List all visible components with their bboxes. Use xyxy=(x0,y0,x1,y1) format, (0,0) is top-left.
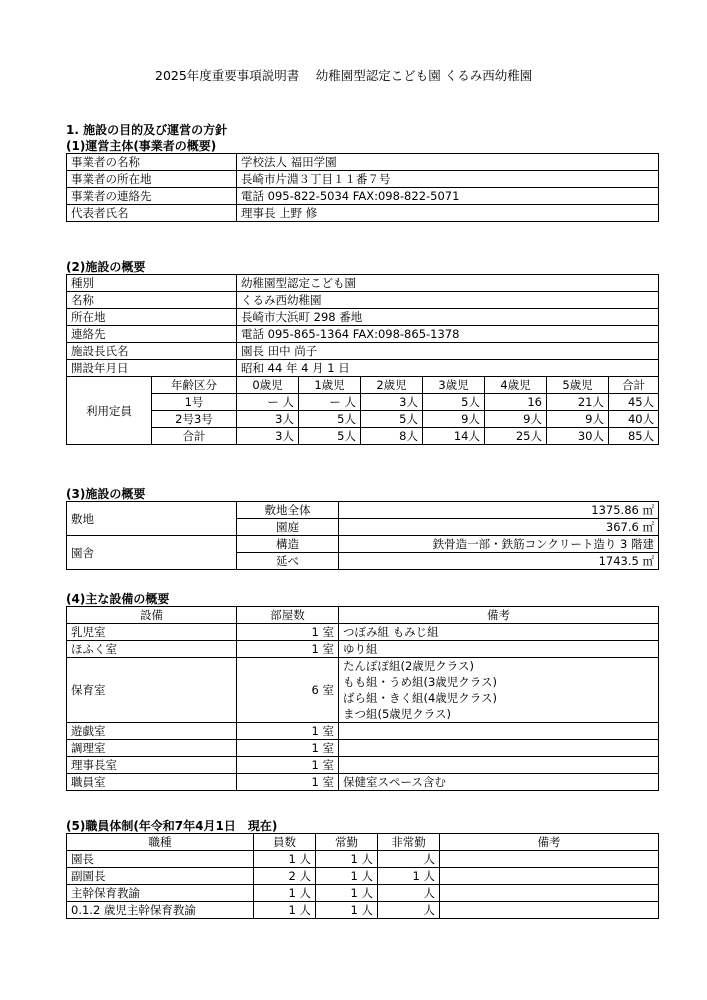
staff-table xyxy=(66,833,659,919)
section-4-subheading: (4)主な設備の概要 xyxy=(66,592,170,606)
capacity-cell: ー 人 xyxy=(237,394,299,411)
row-label: 事業者の名称 xyxy=(67,154,237,171)
capacity-cell: ー 人 xyxy=(299,394,361,411)
equipment-name: 調理室 xyxy=(67,740,237,757)
equipment-name: ほふく室 xyxy=(67,641,237,658)
staff-cell: 1 人 xyxy=(378,868,440,885)
capacity-cell: 3人 xyxy=(361,394,423,411)
section-1-subheading: (1)運営主体(事業者の概要) xyxy=(66,139,217,153)
capacity-cell: 40人 xyxy=(609,411,659,428)
capacity-cell: 9人 xyxy=(547,411,609,428)
equipment-name: 保育室 xyxy=(67,658,237,723)
row-label: 事業者の連絡先 xyxy=(67,188,237,205)
row-value: 理事長 上野 修 xyxy=(237,205,659,222)
capacity-cell: 21人 xyxy=(547,394,609,411)
capacity-header-cell: 3歳児 xyxy=(423,377,485,394)
capacity-cell: 85人 xyxy=(609,428,659,445)
note-line: 保健室スペース含む xyxy=(343,775,446,789)
facility-table xyxy=(66,274,659,445)
row-value: 電話 095-865-1364 FAX:098-865-1378 xyxy=(237,326,659,343)
row-value: 長崎市大浜町 298 番地 xyxy=(237,309,659,326)
operator-table xyxy=(66,153,659,222)
row-label: 種別 xyxy=(67,275,237,292)
building-label: 園舎 xyxy=(67,536,237,570)
table-row xyxy=(67,411,659,428)
equipment-notes xyxy=(339,624,659,641)
capacity-cell: 5人 xyxy=(361,411,423,428)
note-line: まつ組(5歳児クラス) xyxy=(343,707,451,721)
table-row xyxy=(67,536,659,553)
table-row xyxy=(67,658,659,723)
staff-cell: 副園長 xyxy=(67,868,254,885)
staff-cell: 1 人 xyxy=(316,851,378,868)
table-row xyxy=(67,377,659,394)
capacity-cell: 合計 xyxy=(152,428,237,445)
staff-cell: 2 人 xyxy=(254,868,316,885)
note-line xyxy=(343,740,654,756)
section-3-subheading: (3)施設の概要 xyxy=(66,487,146,501)
note-line xyxy=(343,723,654,739)
table-row xyxy=(67,757,659,774)
staff-cell xyxy=(440,902,659,919)
table-row xyxy=(67,360,659,377)
staff-cell: 1 人 xyxy=(254,851,316,868)
staff-header-cell: 備考 xyxy=(440,834,659,851)
equipment-notes xyxy=(339,723,659,740)
table-row xyxy=(67,154,659,171)
equipment-notes xyxy=(339,658,659,723)
row-label: 施設長氏名 xyxy=(67,343,237,360)
staff-cell: 0.1.2 歳児主幹保育教諭 xyxy=(67,902,254,919)
table-row xyxy=(67,641,659,658)
equipment-count: 1 室 xyxy=(237,624,339,641)
equipment-count: 1 室 xyxy=(237,723,339,740)
staff-header-cell: 員数 xyxy=(254,834,316,851)
row-label: 事業者の所在地 xyxy=(67,171,237,188)
equipment-notes xyxy=(339,757,659,774)
note-line: ばら組・きく組(4歳児クラス) xyxy=(343,691,497,705)
row-value: 1743.5 ㎡ xyxy=(339,553,659,570)
staff-cell: 1 人 xyxy=(316,885,378,902)
capacity-header-cell: 4歳児 xyxy=(485,377,547,394)
table-row xyxy=(67,624,659,641)
staff-cell xyxy=(440,885,659,902)
row-value: 367.6 ㎡ xyxy=(339,519,659,536)
staff-cell: 1 人 xyxy=(316,868,378,885)
capacity-cell: 14人 xyxy=(423,428,485,445)
row-label: 名称 xyxy=(67,292,237,309)
row-label: 連絡先 xyxy=(67,326,237,343)
row-value: くるみ西幼稚園 xyxy=(237,292,659,309)
table-row xyxy=(67,774,659,791)
capacity-cell: 5人 xyxy=(423,394,485,411)
row-label: 代表者氏名 xyxy=(67,205,237,222)
staff-cell: 1 人 xyxy=(316,902,378,919)
equipment-notes xyxy=(339,641,659,658)
staff-cell: 園長 xyxy=(67,851,254,868)
note-line xyxy=(343,757,654,773)
row-value: 鉄骨造一部・鉄筋コンクリート造り 3 階建 xyxy=(339,536,659,553)
table-row xyxy=(67,309,659,326)
equipment-name: 理事長室 xyxy=(67,757,237,774)
capacity-cell: 5人 xyxy=(299,428,361,445)
capacity-cell: 45人 xyxy=(609,394,659,411)
capacity-cell: 25人 xyxy=(485,428,547,445)
capacity-cell: 16 xyxy=(485,394,547,411)
staff-cell: 人 xyxy=(378,851,440,868)
staff-cell xyxy=(440,868,659,885)
row-label: 構造 xyxy=(237,536,339,553)
table-row xyxy=(67,885,659,902)
row-value: 昭和 44 年 4 月 1 日 xyxy=(237,360,659,377)
capacity-header-cell: 1歳児 xyxy=(299,377,361,394)
row-value: 園長 田中 尚子 xyxy=(237,343,659,360)
document-title: 2025年度重要事項説明書 幼稚園型認定こども園 くるみ西幼稚園 xyxy=(155,68,533,83)
table-row xyxy=(67,292,659,309)
table-row xyxy=(67,188,659,205)
equipment-notes xyxy=(339,774,659,791)
row-label: 園庭 xyxy=(237,519,339,536)
table-row xyxy=(67,740,659,757)
staff-header-cell: 職種 xyxy=(67,834,254,851)
equipment-count: 1 室 xyxy=(237,774,339,791)
capacity-header-cell: 0歳児 xyxy=(237,377,299,394)
table-row xyxy=(67,868,659,885)
capacity-header-cell: 合計 xyxy=(609,377,659,394)
capacity-cell: 5人 xyxy=(299,411,361,428)
staff-cell: 主幹保育教諭 xyxy=(67,885,254,902)
row-label: 延べ xyxy=(237,553,339,570)
section-5-subheading: (5)職員体制(年令和7年4月1日 現在) xyxy=(66,819,278,833)
capacity-cell: 3人 xyxy=(237,411,299,428)
table-row xyxy=(67,394,659,411)
equipment-count: 1 室 xyxy=(237,757,339,774)
staff-cell: 1 人 xyxy=(254,885,316,902)
site-table xyxy=(66,501,659,570)
section-2-subheading: (2)施設の概要 xyxy=(66,260,146,274)
equipment-name: 遊戯室 xyxy=(67,723,237,740)
capacity-cell: 3人 xyxy=(237,428,299,445)
staff-cell: 人 xyxy=(378,902,440,919)
table-row xyxy=(67,902,659,919)
section-1-heading: 1. 施設の目的及び運営の方針 xyxy=(66,123,228,137)
note-line: ゆり組 xyxy=(343,642,378,656)
capacity-cell: 9人 xyxy=(485,411,547,428)
equipment-name: 乳児室 xyxy=(67,624,237,641)
capacity-cell: 2号3号 xyxy=(152,411,237,428)
site-label: 敷地 xyxy=(67,502,237,536)
capacity-header-cell: 5歳児 xyxy=(547,377,609,394)
capacity-cell: 1号 xyxy=(152,394,237,411)
equipment-header-cell: 部屋数 xyxy=(237,607,339,624)
equipment-name: 職員室 xyxy=(67,774,237,791)
note-line: つぼみ組 もみじ組 xyxy=(343,625,439,639)
capacity-header-cell: 年齢区分 xyxy=(152,377,237,394)
note-line: たんぽぽ組(2歳児クラス) xyxy=(343,659,474,673)
staff-header-cell: 非常勤 xyxy=(378,834,440,851)
table-row xyxy=(67,723,659,740)
equipment-table xyxy=(66,606,659,791)
capacity-cell: 8人 xyxy=(361,428,423,445)
row-value: 1375.86 ㎡ xyxy=(339,502,659,519)
table-row xyxy=(67,205,659,222)
staff-cell: 1 人 xyxy=(254,902,316,919)
row-label: 所在地 xyxy=(67,309,237,326)
row-value: 幼稚園型認定こども園 xyxy=(237,275,659,292)
table-row xyxy=(67,851,659,868)
table-row xyxy=(67,275,659,292)
capacity-label: 利用定員 xyxy=(67,377,152,445)
equipment-header-cell: 設備 xyxy=(67,607,237,624)
capacity-cell: 30人 xyxy=(547,428,609,445)
table-row xyxy=(67,171,659,188)
table-row xyxy=(67,326,659,343)
row-value: 学校法人 福田学園 xyxy=(237,154,659,171)
table-row xyxy=(67,502,659,519)
equipment-count: 1 室 xyxy=(237,740,339,757)
table-row xyxy=(67,607,659,624)
staff-cell: 人 xyxy=(378,885,440,902)
equipment-header-cell: 備考 xyxy=(339,607,659,624)
capacity-header-cell: 2歳児 xyxy=(361,377,423,394)
staff-header-cell: 常勤 xyxy=(316,834,378,851)
equipment-count: 6 室 xyxy=(237,658,339,723)
table-row xyxy=(67,343,659,360)
row-value: 長崎市片淵３丁目１１番７号 xyxy=(237,171,659,188)
table-row xyxy=(67,834,659,851)
row-value: 電話 095-822-5034 FAX:098-822-5071 xyxy=(237,188,659,205)
row-label: 開設年月日 xyxy=(67,360,237,377)
equipment-notes xyxy=(339,740,659,757)
note-line: もも組・うめ組(3歳児クラス) xyxy=(343,675,497,689)
table-row xyxy=(67,428,659,445)
equipment-count: 1 室 xyxy=(237,641,339,658)
capacity-cell: 9人 xyxy=(423,411,485,428)
row-label: 敷地全体 xyxy=(237,502,339,519)
staff-cell xyxy=(440,851,659,868)
